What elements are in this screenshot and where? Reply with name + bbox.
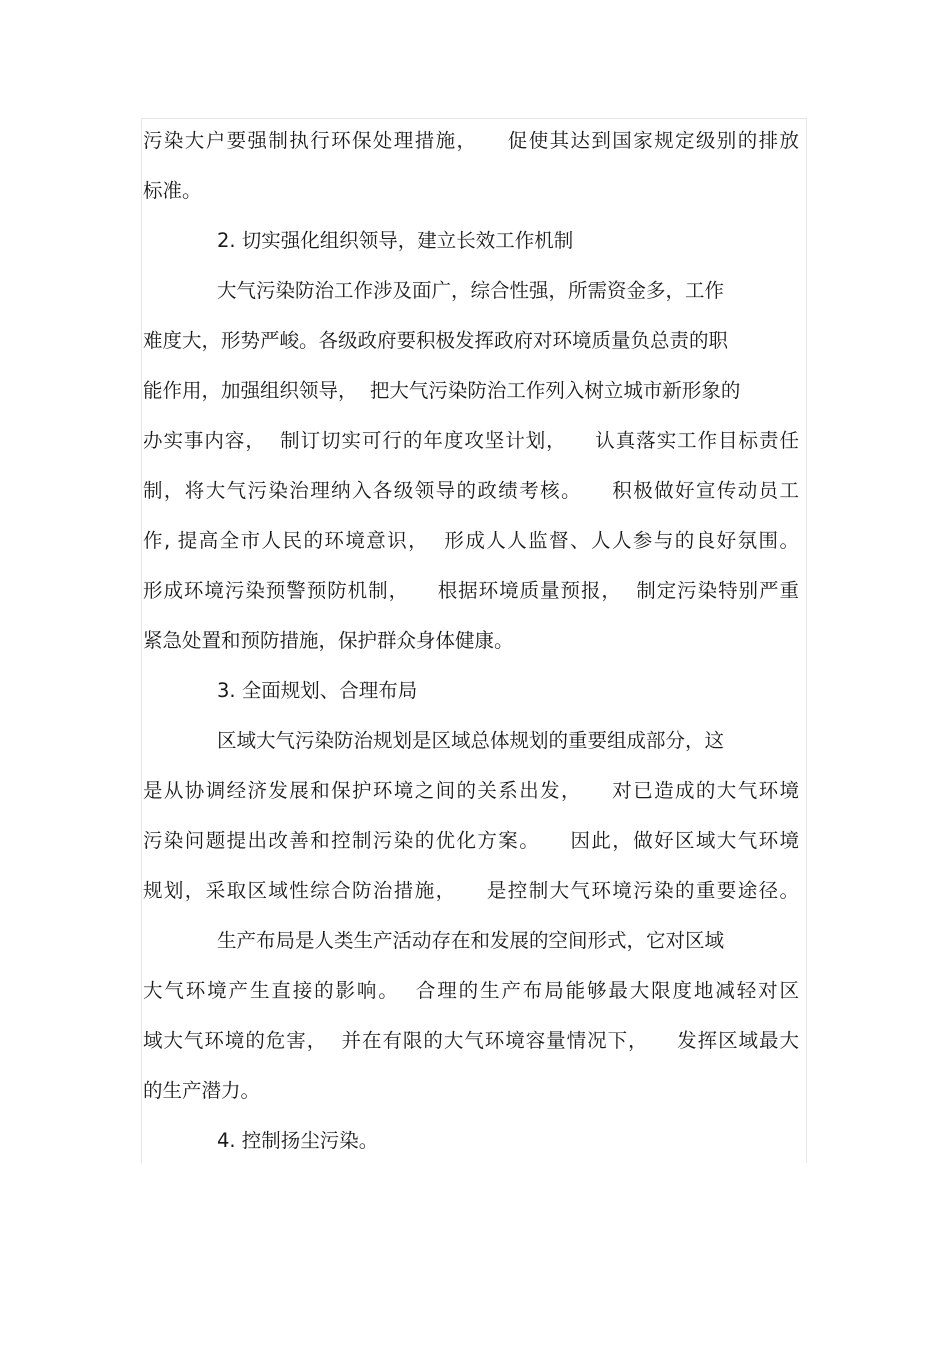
text-line: 污染大户要强制执行环保处理措施， 促使其达到国家规定级别的排放	[143, 129, 799, 152]
text-line: 是从协调经济发展和保护环境之间的关系出发， 对已造成的大气环境	[143, 779, 799, 802]
section-heading: 2. 切实强化组织领导，建立长效工作机制	[217, 229, 574, 252]
text-line: 规划，采取区域性综合防治措施， 是控制大气环境污染的重要途径。	[143, 879, 799, 902]
text-line: 生产布局是人类生产活动存在和发展的空间形式，它对区域	[217, 929, 725, 952]
section-heading: 3. 全面规划、合理布局	[217, 679, 418, 702]
text-line: 域大气环境的危害， 并在有限的大气环境容量情况下， 发挥区域最大	[143, 1029, 799, 1052]
text-line: 区域大气污染防治规划是区域总体规划的重要组成部分，这	[217, 729, 725, 752]
text-line: 形成环境污染预警预防机制， 根据环境质量预报， 制定污染特别严重	[143, 579, 799, 602]
text-line: 难度大，形势严峻。各级政府要积极发挥政府对环境质量负总责的职	[143, 329, 729, 352]
section-heading: 4. 控制扬尘污染。	[217, 1129, 379, 1152]
text-line: 污染问题提出改善和控制污染的优化方案。 因此，做好区域大气环境	[143, 829, 799, 852]
text-line: 紧急处置和预防措施，保护群众身体健康。	[143, 629, 514, 652]
text-line: 的生产潜力。	[143, 1079, 261, 1102]
text-line: 能作用，加强组织领导， 把大气污染防治工作列入树立城市新形象的	[143, 379, 741, 402]
text-line: 制，将大气污染治理纳入各级领导的政绩考核。 积极做好宣传动员工	[143, 479, 799, 502]
text-line: 办实事内容， 制订切实可行的年度攻坚计划， 认真落实工作目标责任	[143, 429, 799, 452]
document-body	[143, 116, 799, 1166]
text-line: 标准。	[143, 179, 202, 202]
text-line: 作, 提高全市人民的环境意识， 形成人人监督、人人参与的良好氛围。	[143, 529, 799, 552]
text-line: 大气环境产生直接的影响。 合理的生产布局能够最大限度地减轻对区	[143, 979, 799, 1002]
text-line: 大气污染防治工作涉及面广，综合性强，所需资金多，工作	[217, 279, 725, 302]
